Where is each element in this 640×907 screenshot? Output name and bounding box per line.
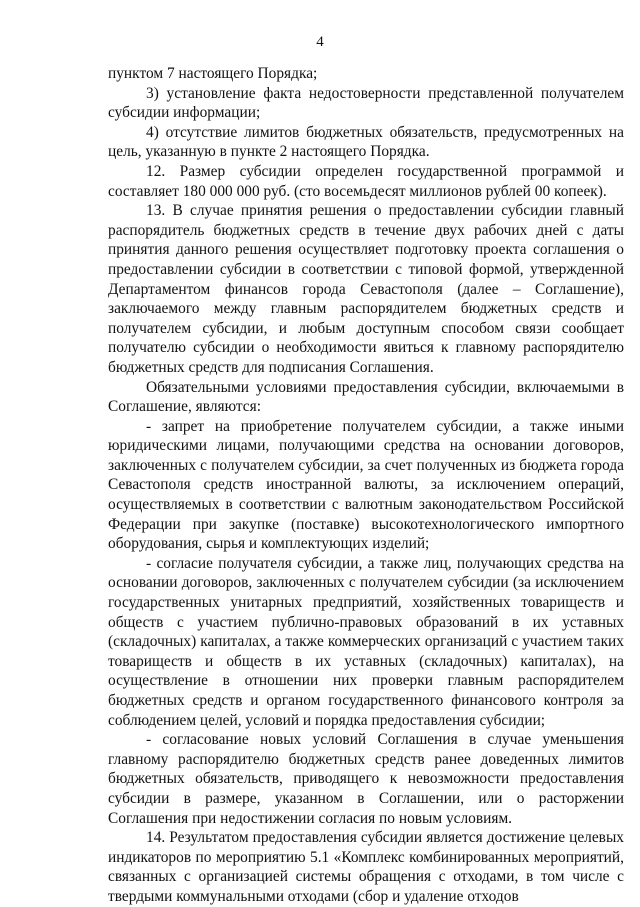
paragraph-conditions-intro: Обязательными условиями предоставления субсидии, включаемыми в Соглашение, являются: (108, 378, 624, 416)
paragraph-14: 14. Результатом предоставления субсидии является достижение целевых индикаторов по мероприятию 5.1 «Комплекс комбинированных мероприятий, связанных с организацией системы обращения с отходами, в том числе с твердыми коммунальными отходами (сбор и удаление отходов (108, 829, 624, 905)
paragraph-condition-2: - согласие получателя субсидии, а также лиц, получающих средства на основании договоров, заключенных с получателем субсидии (за исключением государственных унитарных предприятий, хозяйственных товариществ и обществ с участием публично-правовых образований в их уставных (складочных) капиталах, а также коммерческих организаций с участием таких товариществ и обществ в их уставных (складочных) капиталах), на осуществление в отношении них проверки главным распорядителем бюджетных средств и органом государственного финансового контроля за соблюдением целей, условий и порядка предоставления субсидии; (108, 554, 624, 729)
paragraph-item-3: 3) установление факта недостоверности представленной получателем субсидии информации; (108, 84, 624, 122)
paragraph-13: 13. В случае принятия решения о предоставлении субсидии главный распорядитель бюджетных средств в течение двух рабочих дней с даты принятия данного решения осуществляет подготовку проекта соглашения о предоставлении субсидии в соответствии с типовой формой, утвержденной Департаментом финансов города Севастополя (далее – Соглашение), заключаемого между главным распорядителем бюджетных средств и получателем субсидии, и любым доступным способом связи сообщает получателю субсидии о необходимости явиться к главному распорядителю бюджетных средств для подписания Соглашения. (108, 202, 624, 376)
page-number: 4 (316, 34, 324, 50)
paragraph-condition-3: - согласование новых условий Соглашения в случае уменьшения главному распорядителю бюджетных средств ранее доведенных лимитов бюджетных обязательств, приводящего к невозможности предоставления субсидии в размере, указанном в Соглашении, или о расторжении Соглашения при недостижении согласия по новым условиям. (108, 731, 624, 827)
paragraph-12: 12. Размер субсидии определен государственной программой и составляет 180 000 000 руб. (сто восемьдесят миллионов рублей 00 копеек). (108, 162, 624, 200)
paragraph-continuation: пунктом 7 настоящего Порядка; (108, 65, 318, 82)
document-body (108, 64, 624, 907)
paragraph-condition-1: - запрет на приобретение получателем субсидии, а также иными юридическими лицами, получающими средства на основании договоров, заключенных с получателем субсидии, за счет полученных из бюджета города Севастополя средств иностранной валюты, за исключением операций, осуществляемых в соответствии с валютным законодательством Российской Федерации при закупке (поставке) высокотехнологического импортного оборудования, сырья и комплектующих изделий; (108, 417, 624, 553)
paragraph-item-4: 4) отсутствие лимитов бюджетных обязательств, предусмотренных на цель, указанную в пункте 2 настоящего Порядка. (108, 123, 624, 161)
